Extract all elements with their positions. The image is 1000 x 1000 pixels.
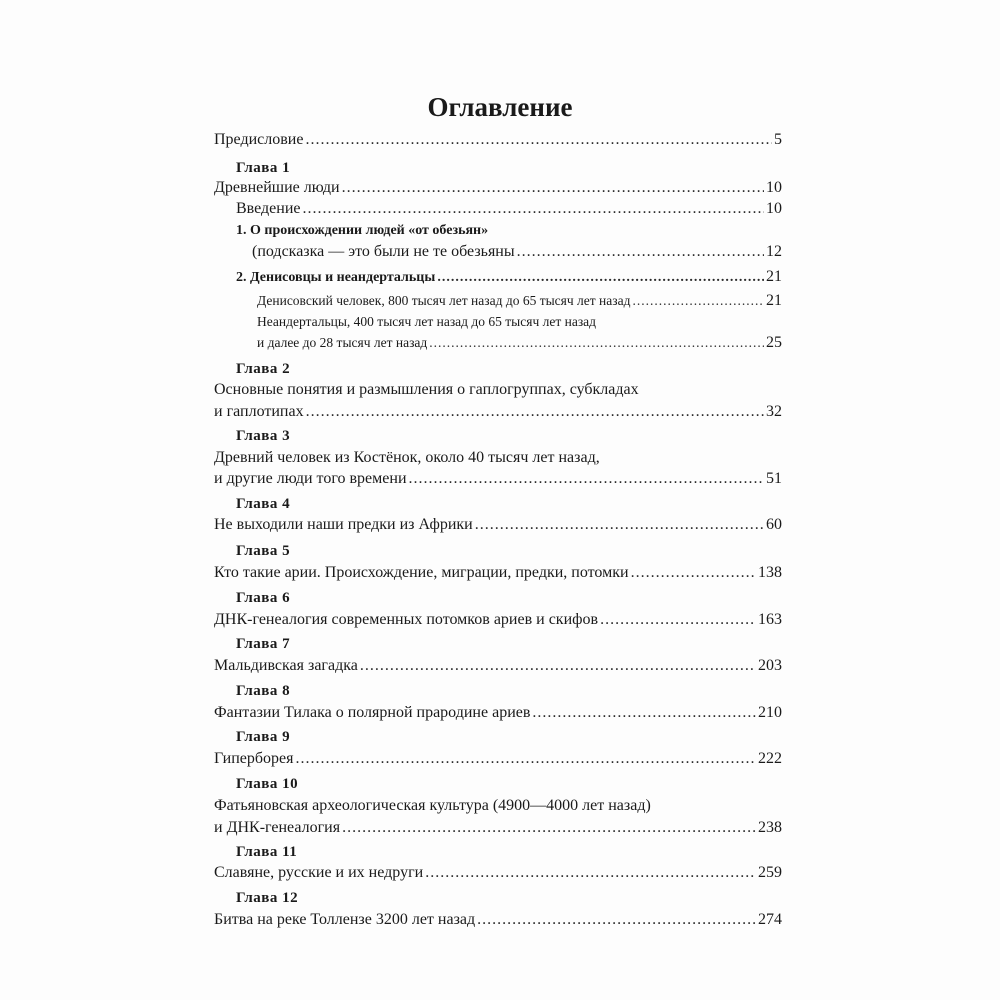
toc-entry-title: Не выходили наши предки из Африки (214, 516, 473, 533)
page-title: Оглавление (427, 92, 573, 122)
toc-entry-ch11 (214, 863, 782, 883)
leader-dots (631, 563, 756, 583)
leader-dots (429, 333, 764, 353)
toc-entry-title: (подсказка — это были не те обезьяны (252, 243, 515, 260)
chapter-label: Глава 7 (236, 636, 291, 652)
chapter-label: Глава 9 (236, 729, 291, 745)
toc-entry-ch6 (214, 610, 782, 630)
chapter-label: Глава 5 (236, 543, 291, 559)
subsection-title-line: Неандертальцы, 400 тысяч лет назад до 65 тысяч лет назад (257, 314, 597, 329)
toc-entry-title: Гиперборея (214, 750, 294, 767)
toc-entry-page: 222 (758, 750, 782, 767)
chapter-label: Глава 3 (236, 428, 291, 444)
toc-entry-page: 163 (758, 611, 782, 628)
toc-entry-title: и другие люди того времени (214, 470, 407, 487)
chapter-label: Глава 8 (236, 683, 291, 699)
toc-entry-page: 60 (766, 516, 782, 533)
toc-entry-title: Мальдивская загадка (214, 657, 358, 674)
toc-entry-ch1-s2a (257, 291, 782, 311)
chapter-label: Глава 6 (236, 590, 291, 606)
toc-entry-title: Фантазии Тилака о полярной прародине ариев (214, 704, 531, 721)
leader-dots (295, 749, 756, 769)
toc-entry-ch5 (214, 563, 782, 583)
toc-entry-page: 210 (758, 704, 782, 721)
chapter-label: Глава 10 (236, 776, 299, 792)
leader-dots (632, 291, 764, 311)
toc-entry-ch1 (214, 178, 782, 198)
toc-entry-ch1-intro (236, 199, 782, 219)
toc-entry-ch9 (214, 749, 782, 769)
toc-entry-title: Битва на реке Толлензе 3200 лет назад (214, 911, 476, 928)
toc-entry-page: 21 (766, 268, 782, 285)
toc-entry-title: Предисловие (214, 131, 304, 148)
chapter-label: Глава 11 (236, 844, 298, 860)
leader-dots (306, 402, 764, 422)
toc-entry-title: и далее до 28 тысяч лет назад (257, 335, 428, 350)
leader-dots (305, 130, 772, 150)
toc-entry-page: 21 (766, 292, 782, 309)
toc-entry-page: 10 (766, 200, 782, 217)
toc-entry-page: 274 (758, 911, 782, 928)
toc-entry-ch1-s1 (252, 242, 782, 262)
toc-entry-page: 238 (758, 819, 782, 836)
toc-entry-ch3 (214, 469, 782, 489)
toc-entry-page: 259 (758, 864, 782, 881)
toc-entry-ch1-s2b (257, 333, 782, 353)
leader-dots (477, 910, 756, 930)
leader-dots (409, 469, 765, 489)
toc-entry-page: 10 (766, 179, 782, 196)
leader-dots (532, 703, 756, 723)
toc-entry-ch4 (214, 515, 782, 535)
toc-entry-title: Древнейшие люди (214, 179, 340, 196)
leader-dots (475, 515, 764, 535)
toc-entry-page: 203 (758, 657, 782, 674)
toc-entry-ch12 (214, 910, 782, 930)
toc-entry-ch7 (214, 656, 782, 676)
leader-dots (600, 610, 756, 630)
toc-entry-title: ДНК-генеалогия современных потомков ариев и скифов (214, 611, 599, 628)
leader-dots (360, 656, 756, 676)
toc-entry-title: Денисовский человек, 800 тысяч лет назад до 65 тысяч лет назад (257, 293, 631, 308)
toc-entry-page: 12 (766, 243, 782, 260)
toc-entry-title: и ДНК-генеалогия (214, 819, 341, 836)
leader-dots (437, 268, 764, 288)
chapter-label: Глава 4 (236, 496, 291, 512)
toc-entry-ch8 (214, 703, 782, 723)
chapter-label: Глава 12 (236, 890, 299, 906)
toc-entry-page: 32 (766, 403, 782, 420)
leader-dots (303, 199, 765, 219)
toc-entry-preface (214, 130, 782, 150)
leader-dots (517, 242, 764, 262)
leader-dots (425, 863, 756, 883)
chapter-label: Глава 2 (236, 361, 291, 377)
leader-dots (342, 818, 756, 838)
toc-entry-ch1-s2 (236, 267, 782, 288)
toc-entry-ch10 (214, 818, 782, 838)
toc-entry-title: Введение (236, 200, 301, 217)
toc-entry-page: 25 (766, 334, 782, 351)
toc-entry-title: и гаплотипах (214, 403, 304, 420)
chapter-title-line: Основные понятия и размышления о гаплогруппах, субкладах (214, 381, 639, 398)
toc-entry-title: Славяне, русские и их недруги (214, 864, 424, 881)
toc-entry-title: Кто такие арии. Происхождение, миграции, предки, потомки (214, 564, 629, 581)
section-title-line: 1. О происхождении людей «от обезьян» (236, 223, 489, 238)
chapter-title-line: Древний человек из Костёнок, около 40 тысяч лет назад, (214, 449, 600, 466)
leader-dots (342, 178, 764, 198)
toc-entry-page: 51 (766, 470, 782, 487)
toc-entry-title: 2. Денисовцы и неандертальцы (236, 270, 436, 285)
chapter-label: Глава 1 (236, 160, 291, 176)
toc-entry-page: 138 (758, 564, 782, 581)
toc-entry-ch2 (214, 402, 782, 422)
toc-entry-page: 5 (774, 131, 782, 148)
chapter-title-line: Фатьяновская археологическая культура (4900—4000 лет назад) (214, 797, 651, 814)
